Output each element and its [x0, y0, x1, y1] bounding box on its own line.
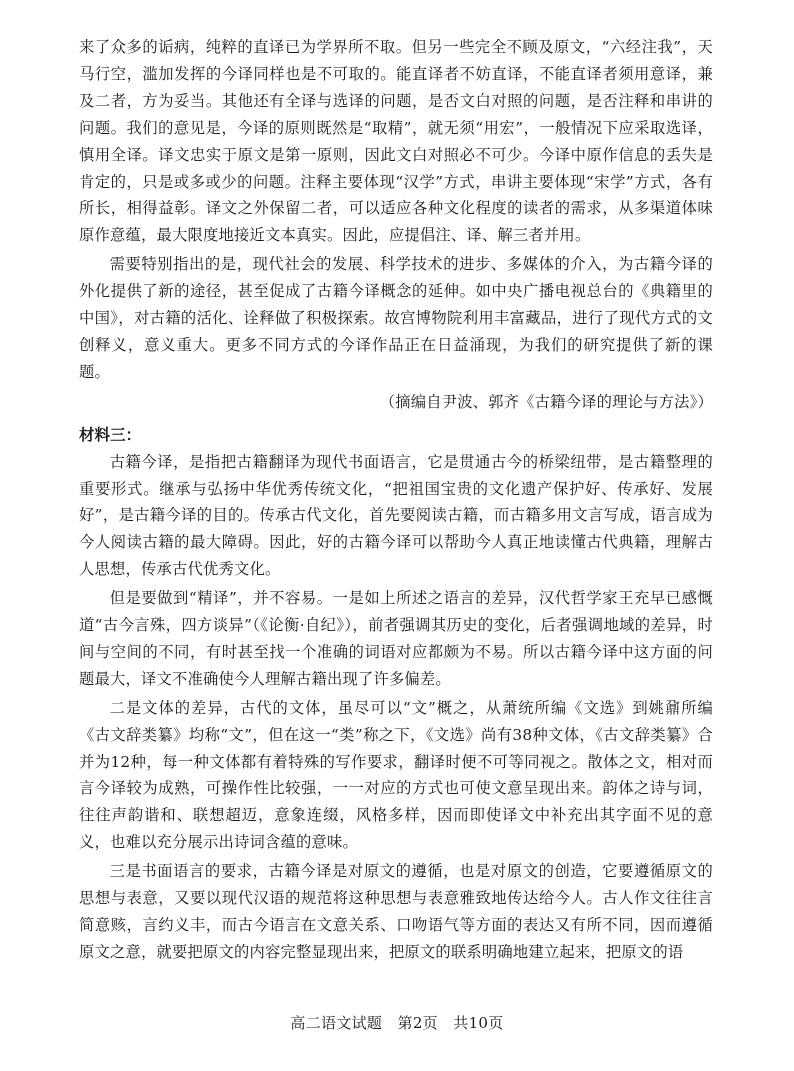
- section-heading: 材料三：: [79, 425, 142, 444]
- paragraph: 需要特别指出的是，现代社会的发展、科学技术的进步、多媒体的介入，为古籍今译的外化提供了新的途径，甚至促成了古籍今译概念的延伸。如中央广播电视总台的《典籍里的中国》，对古籍的活化、诠释做了积极探索。故宫博物院利用丰富藏品，进行了现代方式的文创释义，意义重大。更多不同方式的今译作品正在日益涌现，为我们的研究提供了新的课题。: [79, 255, 713, 381]
- page-footer: 高二语文试题 第2页 共10页: [290, 1014, 504, 1032]
- source-citation: （摘编自尹波、郭齐《古籍今译的理论与方法》）: [379, 392, 713, 411]
- paragraph: 二是文体的差异，古代的文体，虽尽可以“文”概之，从萧统所编《文选》到姚鼐所编《古文辞类纂》均称“文”，但在这一“类”称之下，《文选》尚有38种文体，《古文辞类纂》合并为12种，每一种文体都有着特殊的写作要求，翻译时便不可等同视之。散体之文，相对而言今译较为成熟，可操作性比较强，一一对应的方式也可使文意呈现出来。韵体之诗与词，往往声韵谐和、联想超迈，意象连缀，风格多样，因而即使译文中补充出其字面不见的意义，也难以充分展示出诗词含蕴的意味。: [79, 698, 713, 852]
- paragraph: 三是书面语言的要求，古籍今译是对原文的遵循，也是对原文的创造，它要遵循原文的思想与表意，又要以现代汉语的规范将这种思想与表意雅致地传达给今人。古人作文往往言简意赅，言约义丰，而古今语言在文意关系、口吻语气等方面的表达又有所不同，因而遵循原文之意，就要把原文的内容完整显现出来，把原文的联系明确地建立起来，把原文的语: [79, 862, 713, 961]
- paragraph: 但是要做到“精译”，并不容易。一是如上所述之语言的差异，汉代哲学家王充早已感慨道“古今言殊，四方谈异”（《论衡·自纪》），前者强调其历史的变化，后者强调地域的差异，时间与空间的不同，有时甚至找一个准确的词语对应都颇为不易。所以古籍今译中这方面的问题最大，译文不准确使今人理解古籍出现了许多偏差。: [79, 589, 713, 688]
- paragraph-continuation: 来了众多的诟病，纯粹的直译已为学界所不取。但另一些完全不顾及原文，“六经注我”，天马行空，滥加发挥的今译同样也是不可取的。能直译者不妨直译，不能直译者须用意译，兼及二者，方为妥当。其他还有全译与选译的问题，是否文白对照的问题，是否注释和串讲的问题。我们的意见是，今译的原则既然是“取精”，就无须“用宏”，一般情况下应采取选译，慎用全译。译文忠实于原文是第一原则，因此文白对照必不可少。今译中原作信息的丢失是肯定的，只是或多或少的问题。注释主要体现“汉学”方式，串讲主要体现“宋学”方式，各有所长，相得益彰。译文之外保留二者，可以适应各种文化程度的读者的需求，从多渠道体味原作意蕴，最大限度地接近文本真实。因此，应提倡注、译、解三者并用。: [79, 38, 713, 245]
- document-body: [79, 34, 713, 966]
- paragraph: 古籍今译，是指把古籍翻译为现代书面语言，它是贯通古今的桥梁纽带，是古籍整理的重要形式。继承与弘扬中华优秀传统文化，“把祖国宝贵的文化遗产保护好、传承好、发展好”，是古籍今译的目的。传承古代文化，首先要阅读古籍，而古籍多用文言写成，语言成为今人阅读古籍的最大障碍。因此，好的古籍今译可以帮助今人真正地读懂古代典籍，理解古人思想，传承古代优秀文化。: [79, 452, 713, 579]
